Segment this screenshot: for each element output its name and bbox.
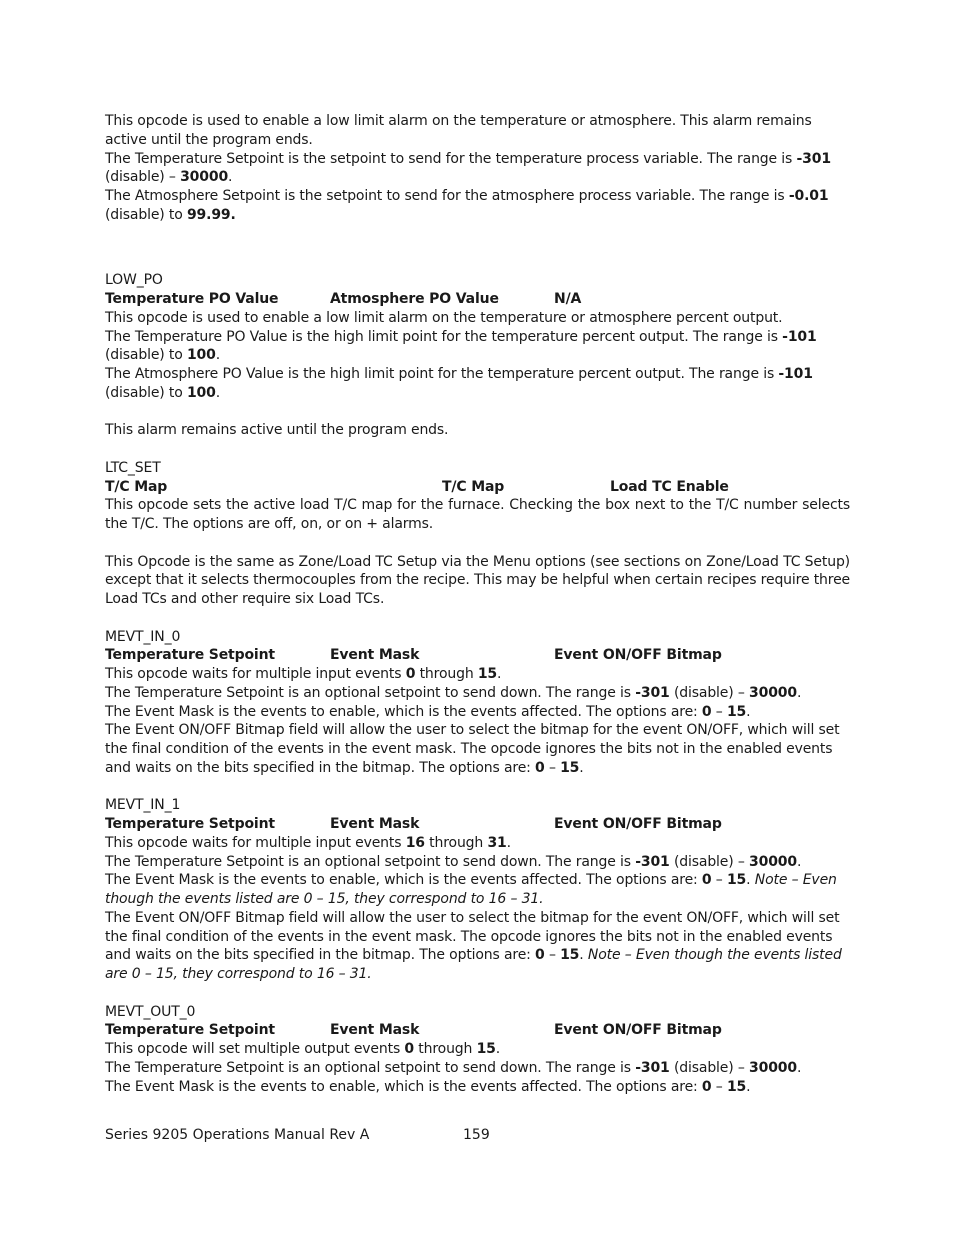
body-text: (disable) to 100.	[105, 384, 221, 401]
body-text: This alarm remains active until the program ends.	[105, 422, 449, 439]
body-text: the final condition of the events in the event mask. The opcode ignores the bits not in the enabled events	[105, 741, 833, 757]
intro-section	[105, 112, 850, 225]
param-1: T/C Map	[105, 478, 168, 495]
body-text: the final condition of the events in the event mask. The opcode ignores the bits not in the enabled events	[105, 928, 833, 945]
parameter-header	[105, 1021, 850, 1040]
body-text: The Event ON/OFF Bitmap field will allow the user to select the bitmap for the event ON/OFF, which will set	[105, 909, 840, 926]
param-2: T/C Map	[442, 478, 505, 495]
opcode-mevt-in-1	[105, 796, 850, 984]
body-text: The Temperature PO Value is the high limit point for the temperature percent output. The range is -101	[105, 328, 817, 345]
body-text: This opcode is used to enable a low limit alarm on the temperature or atmosphere. This alarm remains	[105, 113, 812, 129]
body-text: though the events listed are 0 – 15, they correspond to 16 – 31.	[105, 891, 544, 907]
body-text: and waits on the bits specified in the bitmap. The options are: 0 – 15. Note – Even though the events listed	[105, 947, 842, 964]
body-text: (disable) to 99.99.	[105, 206, 236, 223]
opcode-low-po	[105, 271, 850, 440]
body-text: The Temperature Setpoint is an optional setpoint to send down. The range is -301 (disable) – 30000.	[105, 1059, 802, 1076]
param-3: Event ON/OFF Bitmap	[554, 1022, 722, 1039]
body-text: active until the program ends.	[105, 131, 313, 148]
body-text: The Event Mask is the events to enable, which is the events affected. The options are: 0 – 15.	[105, 1078, 751, 1095]
param-2: Event Mask	[330, 647, 420, 664]
body-text: are 0 – 15, they correspond to 16 – 31.	[105, 966, 372, 982]
body-text: This opcode waits for multiple input events 16 through 31.	[105, 834, 511, 851]
parameter-header	[105, 815, 850, 834]
body-text: (disable) – 30000.	[105, 169, 233, 186]
param-1: Temperature Setpoint	[105, 816, 275, 832]
body-text: The Temperature Setpoint is the setpoint to send for the temperature process variable. The range is -301	[105, 150, 831, 167]
opcode-title: MEVT_IN_1	[105, 797, 181, 814]
opcode-title: LTC_SET	[105, 459, 161, 476]
body-text: The Atmosphere PO Value is the high limit point for the temperature percent output. The range is -101	[105, 366, 813, 382]
opcode-title: MEVT_IN_0	[105, 628, 181, 645]
body-text: The Event Mask is the events to enable, which is the events affected. The options are: 0 – 15.	[105, 703, 751, 720]
body-text: (disable) to 100.	[105, 347, 221, 364]
opcode-mevt-out-0	[105, 1003, 850, 1097]
document-page	[105, 112, 850, 1096]
manual-title: Series 9205 Operations Manual Rev A	[105, 1127, 370, 1143]
opcode-mevt-in-0	[105, 628, 850, 778]
body-text: The Atmosphere Setpoint is the setpoint to send for the atmosphere process variable. The range is -0.01	[105, 188, 829, 204]
param-3: Event ON/OFF Bitmap	[554, 647, 722, 664]
opcode-ltc-set	[105, 459, 850, 609]
param-2: Atmosphere PO Value	[330, 291, 499, 307]
param-3: N/A	[554, 291, 582, 307]
parameter-header	[105, 290, 850, 309]
param-2: Event Mask	[330, 816, 420, 832]
body-text: This opcode is used to enable a low limit alarm on the temperature or atmosphere percent output.	[105, 309, 783, 326]
opcode-title: LOW_PO	[105, 272, 163, 289]
body-text: The Event Mask is the events to enable, which is the events affected. The options are: 0 – 15. Note – Even	[105, 872, 837, 889]
body-text: The Temperature Setpoint is an optional setpoint to send down. The range is -301 (disable) – 30000.	[105, 853, 802, 870]
page-number: 159	[463, 1127, 490, 1143]
opcode-title: MEVT_OUT_0	[105, 1003, 196, 1020]
parameter-header	[105, 478, 850, 497]
body-text: and waits on the bits specified in the bitmap. The options are: 0 – 15.	[105, 759, 584, 776]
param-2: Event Mask	[330, 1022, 420, 1039]
page-footer	[105, 1126, 850, 1146]
param-1: Temperature PO Value	[105, 291, 279, 307]
param-3: Load TC Enable	[610, 478, 729, 495]
body-text: This opcode will set multiple output events 0 through 15.	[105, 1041, 501, 1057]
param-1: Temperature Setpoint	[105, 1022, 275, 1039]
param-3: Event ON/OFF Bitmap	[554, 816, 722, 832]
parameter-header	[105, 646, 850, 665]
body-text: The Temperature Setpoint is an optional setpoint to send down. The range is -301 (disable) – 30000.	[105, 684, 802, 701]
param-1: Temperature Setpoint	[105, 647, 275, 664]
body-paragraph: This opcode sets the active load T/C map for the furnace. Checking the box next to the T/C number selects the T/C. The options are off, on, or on + alarms.	[105, 497, 850, 532]
body-paragraph: This Opcode is the same as Zone/Load TC Setup via the Menu options (see sections on Zone/Load TC Setup) except that it selects thermocouples from the recipe. This may be helpful when certain recipes require three Load TCs and other require six Load TCs.	[105, 553, 850, 607]
body-text: This opcode waits for multiple input events 0 through 15.	[105, 666, 502, 682]
body-text: The Event ON/OFF Bitmap field will allow the user to select the bitmap for the event ON/OFF, which will set	[105, 722, 840, 739]
